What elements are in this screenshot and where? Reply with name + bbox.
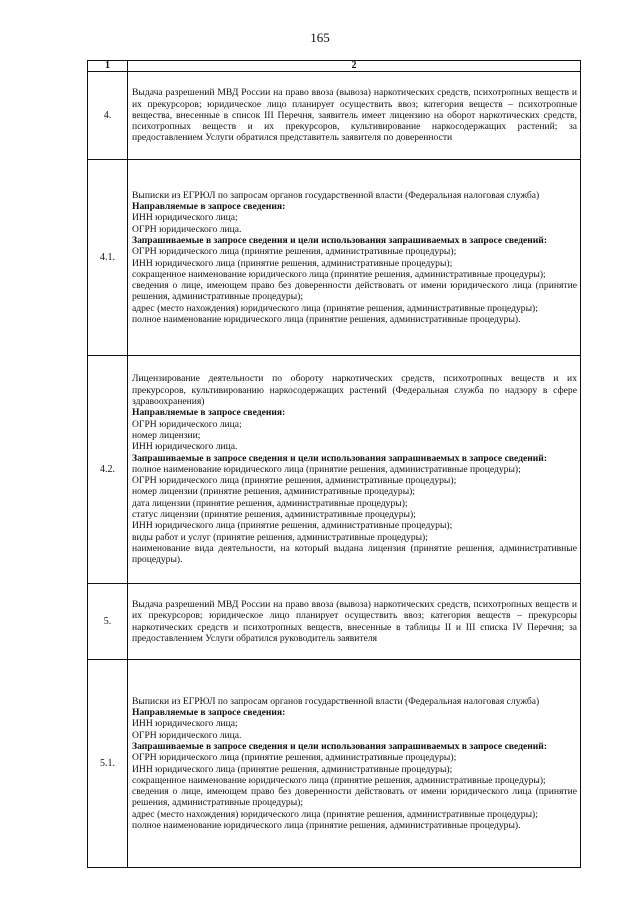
content-line: Выдача разрешений МВД России на право ввоза (вывоза) наркотических средств, психотропных веществ и их прекурсоров; юридическое лицо планирует осуществить ввоз; категория веществ – психотропные вещества, внесенные в список III Перечня, заявитель имеет лицензию на оборот наркотических средств, психотропных веществ и их прекурсоров, культивирование наркосодержащих растений; за предоставлением Услуги обратился представитель заявителя по доверенности bbox=[132, 87, 577, 144]
row-number: 5. bbox=[88, 584, 128, 660]
content-line: ИНН юридического лица (принятие решения, административные процедуры); bbox=[132, 763, 453, 775]
row-content bbox=[128, 72, 581, 160]
section-heading: Направляемые в запросе сведения: bbox=[132, 407, 286, 419]
row-content bbox=[128, 660, 581, 868]
content-line: сведения о лице, имеющем право без доверенности действовать от имени юридического лица (принятие решения, административные процедуры); bbox=[132, 786, 577, 809]
row-number: 4.1. bbox=[88, 160, 128, 356]
content-line: полное наименование юридического лица (принятие решения, административные процедуры). bbox=[132, 313, 521, 325]
content-line: ИНН юридического лица; bbox=[132, 718, 238, 730]
column-header-1: 1 bbox=[88, 61, 128, 72]
content-line: статус лицензии (принятие решения, административные процедуры); bbox=[132, 509, 416, 521]
table-row bbox=[88, 72, 581, 160]
content-line: Выдача разрешений МВД России на право ввоза (вывоза) наркотических средств, психотропных веществ и их прекурсоров; юридическое лицо планирует осуществить ввоз; категория веществ – прекурсоры наркотических средств и психотропных веществ, внесенные в таблицы II и III списка IV Перечня; за предоставлением Услуги обратился руководитель заявителя bbox=[132, 598, 577, 644]
content-line: ОГРН юридического лица. bbox=[132, 729, 242, 741]
content-line: ИНН юридического лица (принятие решения, административные процедуры); bbox=[132, 257, 453, 269]
content-line: полное наименование юридического лица (принятие решения, административные процедуры). bbox=[132, 819, 521, 831]
section-heading: Направляемые в запросе сведения: bbox=[132, 707, 286, 719]
content-line: ИНН юридического лица. bbox=[132, 441, 238, 453]
row-content bbox=[128, 584, 581, 660]
column-header-2: 2 bbox=[128, 61, 581, 72]
content-line: ОГРН юридического лица. bbox=[132, 223, 242, 235]
table-body bbox=[88, 72, 581, 868]
content-line: ИНН юридического лица; bbox=[132, 212, 238, 224]
table-row bbox=[88, 660, 581, 868]
content-line: Выписки из ЕГРЮЛ по запросам органов государственной власти (Федеральная налоговая служба) bbox=[132, 189, 540, 201]
section-heading: Направляемые в запросе сведения: bbox=[132, 201, 286, 213]
content-line: ИНН юридического лица (принятие решения, административные процедуры); bbox=[132, 520, 453, 532]
table-row bbox=[88, 356, 581, 584]
content-line: виды работ и услуг (принятие решения, административные процедуры); bbox=[132, 531, 428, 543]
content-line: ОГРН юридического лица (принятие решения, административные процедуры); bbox=[132, 475, 457, 487]
section-heading: Запрашиваемые в запросе сведения и цели использования запрашиваемых в запросе сведений: bbox=[132, 452, 548, 464]
services-table bbox=[87, 60, 581, 868]
content-line: адрес (место нахождения) юридического лица (принятие решения, административные процедуры); bbox=[132, 808, 538, 820]
row-content bbox=[128, 356, 581, 584]
content-line: Лицензирование деятельности по обороту наркотических средств, психотропных веществ и их прекурсоров, культивированию наркосодержащих растений (Федеральная служба по надзору в сфере здравоохранения) bbox=[132, 373, 577, 408]
content-line: ОГРН юридического лица (принятие решения, административные процедуры); bbox=[132, 752, 457, 764]
content-line: полное наименование юридического лица (принятие решения, административные процедуры); bbox=[132, 463, 521, 475]
content-line: наименование вида деятельности, на который выдана лицензия (принятие решения, административные процедуры). bbox=[132, 542, 577, 566]
content-line: ОГРН юридического лица (принятие решения, административные процедуры); bbox=[132, 246, 457, 258]
section-heading: Запрашиваемые в запросе сведения и цели использования запрашиваемых в запросе сведений: bbox=[132, 234, 548, 246]
table-row bbox=[88, 160, 581, 356]
row-content bbox=[128, 160, 581, 356]
content-line: ОГРН юридического лица; bbox=[132, 418, 242, 430]
section-heading: Запрашиваемые в запросе сведения и цели использования запрашиваемых в запросе сведений: bbox=[132, 740, 548, 752]
row-number: 4.2. bbox=[88, 356, 128, 584]
content-line: дата лицензии (принятие решения, административные процедуры); bbox=[132, 497, 408, 509]
content-line: адрес (место нахождения) юридического лица (принятие решения, административные процедуры); bbox=[132, 302, 538, 314]
table-row bbox=[88, 584, 581, 660]
table-header-row bbox=[88, 61, 581, 72]
content-line: сокращенное наименование юридического лица (принятие решения, административные процедуры); bbox=[132, 268, 546, 280]
content-line: сведения о лице, имеющем право без доверенности действовать от имени юридического лица (принятие решения, административные процедуры); bbox=[132, 280, 577, 303]
content-line: сокращенное наименование юридического лица (принятие решения, административные процедуры); bbox=[132, 774, 546, 786]
row-number: 5.1. bbox=[88, 660, 128, 868]
content-line: Выписки из ЕГРЮЛ по запросам органов государственной власти (Федеральная налоговая служба) bbox=[132, 695, 540, 707]
content-line: номер лицензии; bbox=[132, 429, 201, 441]
page-number: 165 bbox=[310, 30, 330, 45]
row-number: 4. bbox=[88, 72, 128, 160]
content-line: номер лицензии (принятие решения, административные процедуры); bbox=[132, 486, 416, 498]
